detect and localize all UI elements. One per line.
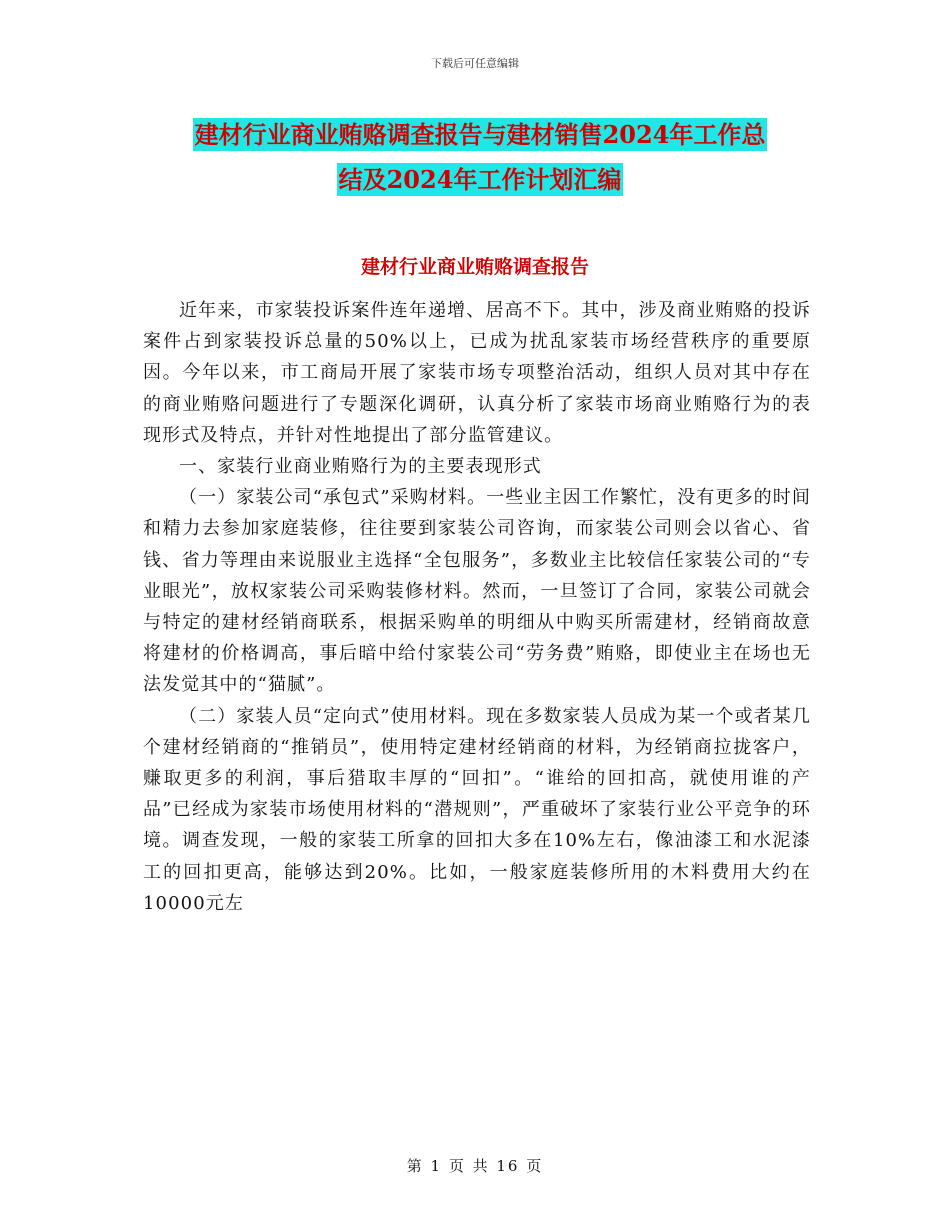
title-line-2: 结及2024年工作计划汇编 — [338, 165, 622, 194]
document-title — [140, 112, 820, 202]
document-body — [143, 295, 811, 919]
title-line-1: 建材行业商业贿赂调查报告与建材销售2024年工作总 — [194, 120, 766, 149]
page-footer: 第 1 页 共 16 页 — [406, 1157, 544, 1175]
paragraph-item-1: （一）家装公司“承包式”采购材料。一些业主因工作繁忙，没有更多的时间和精力去参加家庭装修，往往要到家装公司咨询，而家装公司则会以省心、省钱、省力等理由来说服业主选择“全包服务”，多数业主比较信任家装公司的“专业眼光”，放权家装公司采购装修材料。然而，一旦签订了合同，家装公司就会与特定的建材经销商联系，根据采购单的明细从中购买所需建材，经销商故意将建材的价格调高，事后暗中给付家装公司“劳务费”贿赂，即使业主在场也无法发觉其中的“猫腻”。 — [143, 487, 811, 696]
paragraph-intro: 近年来，市家装投诉案件连年递增、居高不下。其中，涉及商业贿赂的投诉案件占到家装投诉总量的50%以上，已成为扰乱家装市场经营秩序的重要原因。今年以来，市工商局开展了家装市场专项整治活动，组织人员对其中存在的商业贿赂问题进行了专题深化调研，认真分析了家装市场商业贿赂行为的表现形式及特点，并针对性地提出了部分监管建议。 — [143, 300, 811, 446]
section-title: 建材行业商业贿赂调查报告 — [360, 256, 589, 278]
paragraph-heading-1: 一、家装行业商业贿赂行为的主要表现形式 — [179, 456, 542, 478]
paragraph-item-2: （二）家装人员“定向式”使用材料。现在多数家装人员成为某一个或者某几个建材经销商的“推销员”，使用特定建材经销商的材料，为经销商拉拢客户，赚取更多的利润，事后猎取丰厚的“回扣”。“谁给的回扣高，就使用谁的产品”已经成为家装市场使用材料的“潜规则”，严重破坏了家装行业公平竞争的环境。调查发现，一般的家装工所拿的回扣大多在10%左右，像油漆工和水泥漆工的回扣更高，能够达到20%。比如，一般家庭装修所用的木料费用大约在10000元左 — [143, 705, 811, 914]
header-note: 下载后可任意编辑 — [431, 57, 519, 70]
